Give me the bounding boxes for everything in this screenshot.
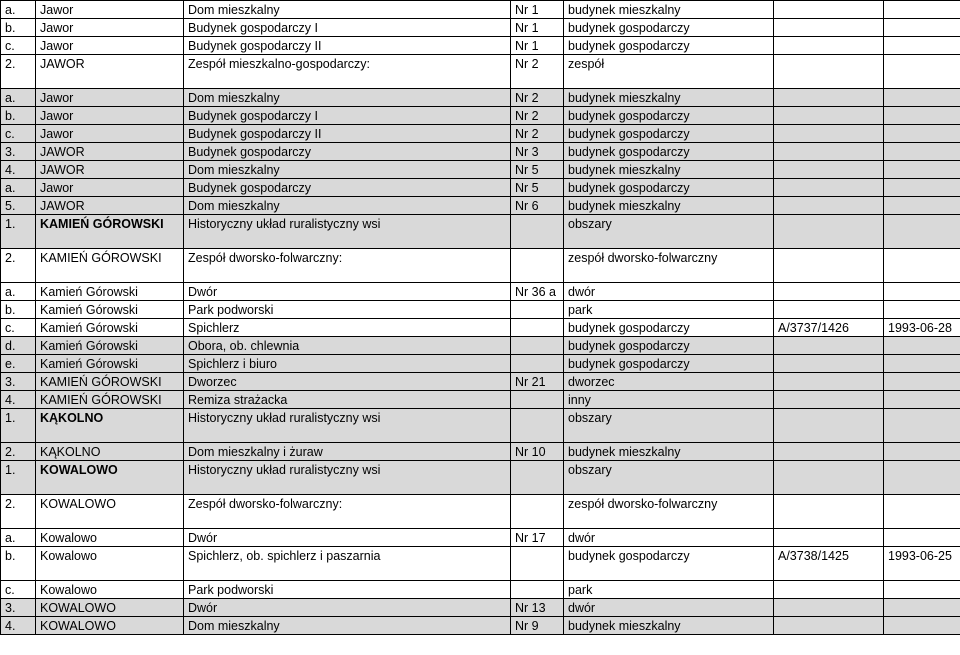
- register-number-cell: [774, 409, 884, 443]
- register-date-cell: [884, 355, 960, 373]
- row-index-cell: 1.: [1, 461, 36, 495]
- locality-cell: KĄKOLNO: [36, 443, 184, 461]
- register-date-cell: [884, 215, 960, 249]
- register-number-cell: [774, 529, 884, 547]
- register-number-cell: [774, 373, 884, 391]
- function-cell: dwór: [564, 599, 774, 617]
- row-index-cell: 1.: [1, 215, 36, 249]
- row-index-cell: e.: [1, 355, 36, 373]
- locality-cell: Jawor: [36, 89, 184, 107]
- table-row: [1, 529, 960, 547]
- row-index-cell: b.: [1, 301, 36, 319]
- function-cell: budynek gospodarczy: [564, 19, 774, 37]
- table-row: [1, 143, 960, 161]
- locality-cell: Kowalowo: [36, 529, 184, 547]
- table-row: [1, 301, 960, 319]
- register-date-cell: [884, 443, 960, 461]
- row-index-cell: c.: [1, 319, 36, 337]
- row-index-cell: 4.: [1, 161, 36, 179]
- house-number-cell: [511, 337, 564, 355]
- table-row: [1, 125, 960, 143]
- function-cell: zespół dworsko-folwarczny: [564, 495, 774, 529]
- register-date-cell: [884, 581, 960, 599]
- function-cell: budynek mieszkalny: [564, 617, 774, 635]
- locality-cell: KAMIEŃ GÓROWSKI: [36, 373, 184, 391]
- row-index-cell: a.: [1, 283, 36, 301]
- object-name-cell: Dwór: [184, 529, 511, 547]
- house-number-cell: Nr 9: [511, 617, 564, 635]
- register-date-cell: [884, 55, 960, 89]
- object-name-cell: Dwór: [184, 283, 511, 301]
- register-number-cell: [774, 89, 884, 107]
- row-index-cell: b.: [1, 547, 36, 581]
- locality-cell: KOWALOWO: [36, 617, 184, 635]
- row-index-cell: 3.: [1, 373, 36, 391]
- locality-cell: KOWALOWO: [36, 495, 184, 529]
- house-number-cell: [511, 461, 564, 495]
- function-cell: budynek mieszkalny: [564, 1, 774, 19]
- table-row: [1, 461, 960, 495]
- house-number-cell: [511, 547, 564, 581]
- table-row: [1, 617, 960, 635]
- register-number-cell: [774, 161, 884, 179]
- house-number-cell: Nr 6: [511, 197, 564, 215]
- register-number-cell: [774, 283, 884, 301]
- register-date-cell: [884, 107, 960, 125]
- register-date-cell: 1993-06-25: [884, 547, 960, 581]
- table-row: [1, 197, 960, 215]
- function-cell: park: [564, 301, 774, 319]
- house-number-cell: Nr 17: [511, 529, 564, 547]
- house-number-cell: Nr 1: [511, 37, 564, 55]
- row-index-cell: b.: [1, 19, 36, 37]
- function-cell: budynek gospodarczy: [564, 179, 774, 197]
- register-number-cell: [774, 617, 884, 635]
- locality-cell: Jawor: [36, 107, 184, 125]
- row-index-cell: 2.: [1, 249, 36, 283]
- locality-cell: Jawor: [36, 19, 184, 37]
- locality-cell: JAWOR: [36, 197, 184, 215]
- register-number-cell: A/3737/1426: [774, 319, 884, 337]
- locality-cell: Jawor: [36, 1, 184, 19]
- register-number-cell: [774, 337, 884, 355]
- house-number-cell: Nr 36 a: [511, 283, 564, 301]
- register-number-cell: [774, 215, 884, 249]
- register-number-cell: [774, 143, 884, 161]
- house-number-cell: Nr 3: [511, 143, 564, 161]
- table-row: [1, 249, 960, 283]
- object-name-cell: Dom mieszkalny: [184, 197, 511, 215]
- row-index-cell: 3.: [1, 143, 36, 161]
- locality-cell: Jawor: [36, 125, 184, 143]
- house-number-cell: [511, 495, 564, 529]
- object-name-cell: Budynek gospodarczy I: [184, 19, 511, 37]
- locality-cell: JAWOR: [36, 55, 184, 89]
- object-name-cell: Spichlerz i biuro: [184, 355, 511, 373]
- object-name-cell: Park podworski: [184, 581, 511, 599]
- register-number-cell: [774, 495, 884, 529]
- row-index-cell: 2.: [1, 495, 36, 529]
- function-cell: budynek mieszkalny: [564, 443, 774, 461]
- object-name-cell: Zespół dworsko-folwarczny:: [184, 249, 511, 283]
- register-number-cell: [774, 391, 884, 409]
- register-date-cell: [884, 301, 960, 319]
- object-name-cell: Historyczny układ ruralistyczny wsi: [184, 215, 511, 249]
- register-date-cell: [884, 89, 960, 107]
- function-cell: dwór: [564, 529, 774, 547]
- locality-cell: KAMIEŃ GÓROWSKI: [36, 215, 184, 249]
- object-name-cell: Budynek gospodarczy II: [184, 37, 511, 55]
- table-row: [1, 55, 960, 89]
- locality-cell: KOWALOWO: [36, 461, 184, 495]
- locality-cell: Kamień Górowski: [36, 301, 184, 319]
- object-name-cell: Remiza strażacka: [184, 391, 511, 409]
- function-cell: obszary: [564, 215, 774, 249]
- house-number-cell: [511, 301, 564, 319]
- register-number-cell: [774, 599, 884, 617]
- table-row: [1, 355, 960, 373]
- register-date-cell: 1993-06-28: [884, 319, 960, 337]
- row-index-cell: 2.: [1, 55, 36, 89]
- row-index-cell: c.: [1, 125, 36, 143]
- function-cell: dworzec: [564, 373, 774, 391]
- row-index-cell: d.: [1, 337, 36, 355]
- table-row: [1, 599, 960, 617]
- house-number-cell: [511, 249, 564, 283]
- table-row: [1, 581, 960, 599]
- row-index-cell: 4.: [1, 391, 36, 409]
- object-name-cell: Obora, ob. chlewnia: [184, 337, 511, 355]
- object-name-cell: Dom mieszkalny: [184, 1, 511, 19]
- register-date-cell: [884, 1, 960, 19]
- row-index-cell: c.: [1, 37, 36, 55]
- register-date-cell: [884, 125, 960, 143]
- register-date-cell: [884, 391, 960, 409]
- register-number-cell: [774, 55, 884, 89]
- register-date-cell: [884, 249, 960, 283]
- locality-cell: KOWALOWO: [36, 599, 184, 617]
- function-cell: inny: [564, 391, 774, 409]
- table-row: [1, 391, 960, 409]
- locality-cell: Kowalowo: [36, 547, 184, 581]
- register-date-cell: [884, 337, 960, 355]
- table-body: [1, 1, 960, 635]
- function-cell: budynek gospodarczy: [564, 107, 774, 125]
- register-date-cell: [884, 19, 960, 37]
- function-cell: budynek gospodarczy: [564, 125, 774, 143]
- table-row: [1, 89, 960, 107]
- function-cell: budynek mieszkalny: [564, 197, 774, 215]
- register-number-cell: [774, 249, 884, 283]
- register-date-cell: [884, 599, 960, 617]
- table-row: [1, 409, 960, 443]
- row-index-cell: a.: [1, 1, 36, 19]
- table-row: [1, 1, 960, 19]
- register-date-cell: [884, 37, 960, 55]
- object-name-cell: Spichlerz: [184, 319, 511, 337]
- object-name-cell: Dwór: [184, 599, 511, 617]
- register-number-cell: [774, 197, 884, 215]
- row-index-cell: a.: [1, 179, 36, 197]
- table-row: [1, 107, 960, 125]
- table-row: [1, 443, 960, 461]
- object-name-cell: Dom mieszkalny: [184, 161, 511, 179]
- row-index-cell: a.: [1, 89, 36, 107]
- register-number-cell: [774, 355, 884, 373]
- function-cell: budynek gospodarczy: [564, 319, 774, 337]
- object-name-cell: Park podworski: [184, 301, 511, 319]
- house-number-cell: [511, 355, 564, 373]
- function-cell: budynek gospodarczy: [564, 143, 774, 161]
- locality-cell: KAMIEŃ GÓROWSKI: [36, 249, 184, 283]
- row-index-cell: 3.: [1, 599, 36, 617]
- house-number-cell: Nr 1: [511, 1, 564, 19]
- table-row: [1, 373, 960, 391]
- row-index-cell: c.: [1, 581, 36, 599]
- function-cell: park: [564, 581, 774, 599]
- row-index-cell: a.: [1, 529, 36, 547]
- register-number-cell: [774, 107, 884, 125]
- locality-cell: Kamień Górowski: [36, 283, 184, 301]
- table-row: [1, 161, 960, 179]
- object-name-cell: Budynek gospodarczy: [184, 179, 511, 197]
- table-row: [1, 215, 960, 249]
- locality-cell: Jawor: [36, 37, 184, 55]
- locality-cell: JAWOR: [36, 143, 184, 161]
- object-name-cell: Budynek gospodarczy I: [184, 107, 511, 125]
- house-number-cell: Nr 1: [511, 19, 564, 37]
- house-number-cell: [511, 391, 564, 409]
- house-number-cell: Nr 2: [511, 125, 564, 143]
- register-date-cell: [884, 143, 960, 161]
- register-date-cell: [884, 617, 960, 635]
- function-cell: zespół dworsko-folwarczny: [564, 249, 774, 283]
- function-cell: zespół: [564, 55, 774, 89]
- register-number-cell: [774, 37, 884, 55]
- table-row: [1, 547, 960, 581]
- register-number-cell: [774, 1, 884, 19]
- house-number-cell: [511, 319, 564, 337]
- object-name-cell: Budynek gospodarczy II: [184, 125, 511, 143]
- table-row: [1, 179, 960, 197]
- object-name-cell: Spichlerz, ob. spichlerz i paszarnia: [184, 547, 511, 581]
- locality-cell: Kamień Górowski: [36, 319, 184, 337]
- row-index-cell: 1.: [1, 409, 36, 443]
- register-number-cell: [774, 19, 884, 37]
- house-number-cell: Nr 5: [511, 161, 564, 179]
- function-cell: budynek gospodarczy: [564, 355, 774, 373]
- function-cell: obszary: [564, 409, 774, 443]
- locality-cell: KAMIEŃ GÓROWSKI: [36, 391, 184, 409]
- object-name-cell: Dom mieszkalny: [184, 89, 511, 107]
- function-cell: budynek gospodarczy: [564, 337, 774, 355]
- register-number-cell: [774, 461, 884, 495]
- row-index-cell: 4.: [1, 617, 36, 635]
- locality-cell: JAWOR: [36, 161, 184, 179]
- register-number-cell: [774, 301, 884, 319]
- object-name-cell: Dom mieszkalny i żuraw: [184, 443, 511, 461]
- register-number-cell: [774, 443, 884, 461]
- function-cell: budynek gospodarczy: [564, 37, 774, 55]
- table-row: [1, 19, 960, 37]
- locality-cell: Kowalowo: [36, 581, 184, 599]
- house-number-cell: [511, 215, 564, 249]
- register-date-cell: [884, 409, 960, 443]
- object-name-cell: Historyczny układ ruralistyczny wsi: [184, 409, 511, 443]
- locality-cell: KĄKOLNO: [36, 409, 184, 443]
- table-row: [1, 337, 960, 355]
- object-name-cell: Dworzec: [184, 373, 511, 391]
- function-cell: budynek mieszkalny: [564, 89, 774, 107]
- object-name-cell: Historyczny układ ruralistyczny wsi: [184, 461, 511, 495]
- house-number-cell: [511, 409, 564, 443]
- object-name-cell: Zespół mieszkalno-gospodarczy:: [184, 55, 511, 89]
- register-date-cell: [884, 283, 960, 301]
- object-name-cell: Budynek gospodarczy: [184, 143, 511, 161]
- locality-cell: Kamień Górowski: [36, 337, 184, 355]
- register-number-cell: [774, 179, 884, 197]
- table-row: [1, 319, 960, 337]
- object-name-cell: Zespół dworsko-folwarczny:: [184, 495, 511, 529]
- house-number-cell: [511, 581, 564, 599]
- row-index-cell: 5.: [1, 197, 36, 215]
- register-date-cell: [884, 373, 960, 391]
- register-number-cell: A/3738/1425: [774, 547, 884, 581]
- house-number-cell: Nr 5: [511, 179, 564, 197]
- register-date-cell: [884, 529, 960, 547]
- locality-cell: Jawor: [36, 179, 184, 197]
- function-cell: budynek mieszkalny: [564, 161, 774, 179]
- row-index-cell: 2.: [1, 443, 36, 461]
- house-number-cell: Nr 10: [511, 443, 564, 461]
- house-number-cell: Nr 13: [511, 599, 564, 617]
- object-name-cell: Dom mieszkalny: [184, 617, 511, 635]
- row-index-cell: b.: [1, 107, 36, 125]
- register-date-cell: [884, 495, 960, 529]
- register-number-cell: [774, 125, 884, 143]
- register-date-cell: [884, 161, 960, 179]
- function-cell: obszary: [564, 461, 774, 495]
- house-number-cell: Nr 21: [511, 373, 564, 391]
- register-date-cell: [884, 461, 960, 495]
- house-number-cell: Nr 2: [511, 107, 564, 125]
- function-cell: dwór: [564, 283, 774, 301]
- locality-cell: Kamień Górowski: [36, 355, 184, 373]
- table-row: [1, 37, 960, 55]
- house-number-cell: Nr 2: [511, 55, 564, 89]
- register-date-cell: [884, 179, 960, 197]
- table-row: [1, 495, 960, 529]
- house-number-cell: Nr 2: [511, 89, 564, 107]
- register-number-cell: [774, 581, 884, 599]
- function-cell: budynek gospodarczy: [564, 547, 774, 581]
- table-row: [1, 283, 960, 301]
- register-date-cell: [884, 197, 960, 215]
